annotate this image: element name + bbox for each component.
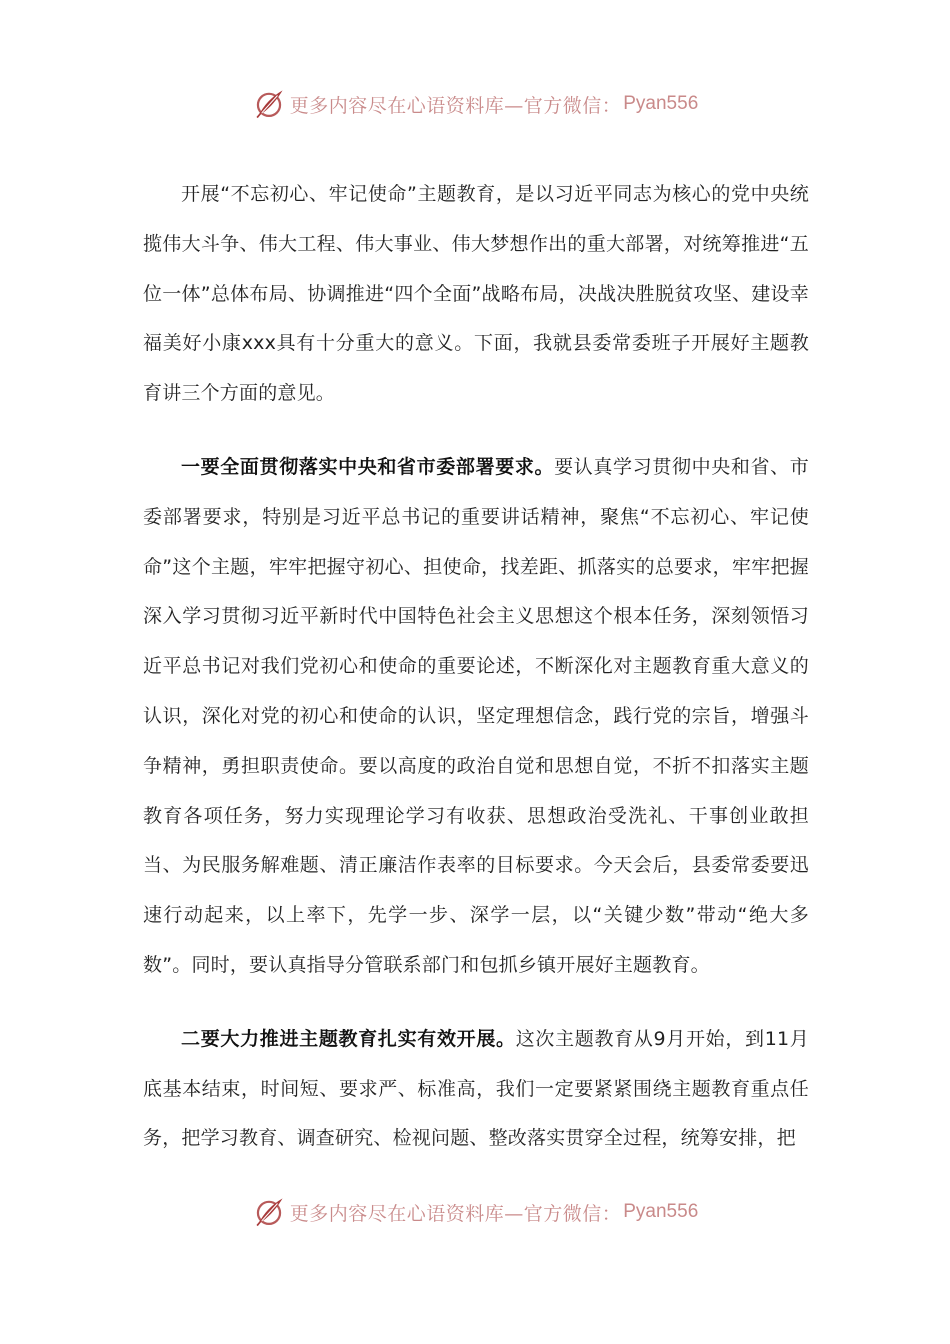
watermark-wechat-id: Pyan556 — [623, 93, 699, 114]
intro-paragraph — [143, 170, 809, 419]
feather-pen-icon — [252, 1195, 286, 1229]
watermark-text: 更多内容尽在心语资料库 — [289, 94, 505, 117]
feather-pen-icon — [252, 87, 286, 121]
paragraph-text: 这次主题教育从9月开始，到11月底基本结束，时间短、要求严、标准高，我们一定要紧紧围绕主题教育重点任务，把学习教育、调查研究、检视问题、整改落实贯穿全过程，统筹安排，把 — [143, 1027, 809, 1150]
watermark-separator: —官方微信： — [504, 1202, 622, 1225]
watermark-wechat-id: Pyan556 — [623, 1201, 699, 1222]
watermark-text: 更多内容尽在心语资料库 — [289, 1202, 505, 1225]
paragraph-lead: 一要全面贯彻落实中央和省市委部署要求。 — [181, 455, 555, 478]
point-one-paragraph — [143, 443, 809, 991]
header-watermark — [0, 84, 950, 124]
paragraph-lead: 二要大力推进主题教育扎实有效开展。 — [181, 1027, 516, 1050]
document-body — [143, 170, 809, 1164]
watermark-separator: —官方微信： — [504, 94, 622, 117]
point-two-paragraph — [143, 1015, 809, 1164]
paragraph-text: 要认真学习贯彻中央和省、市委部署要求，特别是习近平总书记的重要讲话精神，聚焦“不忘初心、牢记使命”这个主题，牢牢把握守初心、担使命，找差距、抓落实的总要求，牢牢把握深入学习贯彻习近平新时代中国特色社会主义思想这个根本任务，深刻领悟习近平总书记对我们党初心和使命的重要论述，不断深化对主题教育重大意义的认识，深化对党的初心和使命的认识，坚定理想信念，践行党的宗旨，增强斗争精神，勇担职责使命。要以高度的政治自觉和思想自觉，不折不扣落实主题教育各项任务，努力实现理论学习有收获、思想政治受洗礼、干事创业敢担当、为民服务解难题、清正廉洁作表率的目标要求。今天会后，县委常委要迅速行动起来，以上率下，先学一步、深学一层，以“关键少数”带动“绝大多数”。同时，要认真指导分管联系部门和包抓乡镇开展好主题教育。 — [143, 455, 809, 976]
footer-watermark — [0, 1192, 950, 1232]
paragraph-text: 开展“不忘初心、牢记使命”主题教育，是以习近平同志为核心的党中央统揽伟大斗争、伟大工程、伟大事业、伟大梦想作出的重大部署，对统筹推进“五位一体”总体布局、协调推进“四个全面”战略布局，决战决胜脱贫攻坚、建设幸福美好小康xxx具有十分重大的意义。下面，我就县委常委班子开展好主题教育讲三个方面的意见。 — [143, 183, 809, 405]
